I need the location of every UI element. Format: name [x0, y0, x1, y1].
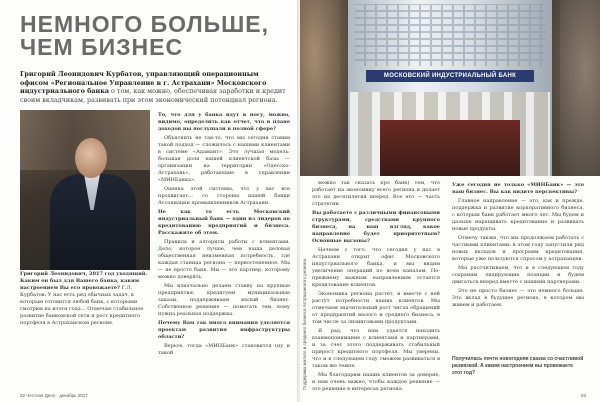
tree-right — [552, 0, 600, 176]
body-paragraph: Я рад, что нам удается находить взаимопонимание с клиентами и партнерами, и за счет этого поддерживать стабильный прирост кредитного портфеля. Мы уверены, что и в следующем году сможем развиваться в таком же темпе. — [312, 328, 440, 369]
body-paragraph: можно так сказать про банк) тем, что работает на экономику всего региона и делает это на десятилетия вперед. Все это — часть стратегии. — [312, 180, 440, 207]
pullquote: Получилась почти новогодняя сказка со счастливой развязкой. А каким настроением вы провожаете этот год? — [452, 356, 584, 376]
lead-paragraph — [20, 70, 288, 104]
headline: НЕМНОГО БОЛЬШЕ, ЧЕМ БИЗНЕС — [20, 11, 269, 60]
lead-rest: о том, как можно, обеспечивая заработки и кредит своим вкладчикам, развивать при этом экономический потенциал региона. — [20, 87, 286, 104]
column-3 — [452, 180, 584, 311]
portrait-photo — [20, 110, 150, 270]
question-subhead: Почему Вам так много внимания уделяется проектам развития инфраструктуры области? — [158, 320, 290, 340]
body-paragraph: Объяснить не так-то, что мы сегодня ставим такой подход — сложилось с нашими клиентами в системе «Адамант». Это лучшая модель: большая доля нашей клиентской базы — организации на территории «Одесско-Астрахань», работающие в управлении «МИНБанка». — [158, 135, 290, 183]
body-paragraph: Мы изначально делаем ставку на крупные предприятия, кредитуем муниципальные заказы, поддерживаем малый бизнес. Собственное решение — помогать тем, кому нужна реальная поддержка. — [158, 283, 290, 317]
photo-caption — [20, 271, 152, 327]
body-paragraph: Экономика региона растет, и вместе с ней растут потребности наших клиентов. Мы отмечаем значительный рост числа обращений от предприятий малого и среднего бизнеса, в том числе за лизинговыми продуктами. — [312, 291, 440, 325]
question-subhead: Вы работаете с различными финансовыми структурами, средствами крупного бизнеса, на ваш взгляд, какое направление будет приоритетным? Основные вызовы? — [312, 210, 440, 244]
question-subhead: Не как то есть Московский индустриальный банк — один из лидеров по кредитованию предприятий и бизнеса. Расскажите об этом. — [158, 209, 290, 236]
column-2 — [312, 180, 440, 395]
tree-left — [300, 0, 348, 176]
body-paragraph: Оценка этой системы, что у вас все продвигает… со стороны нашей банки Ассоциации промышленников Астрахани. — [158, 186, 290, 206]
caption-text: Г.Л. Курбатов: У нас есть ряд обычных задач, к которым готовится любой банк, с которыми смотрим на итоги года… Отмечаю стабильное развитие банковской сети и рост кредитного портфеля в Астраханском регионе. — [20, 285, 144, 326]
bank-photo — [300, 0, 600, 176]
lead-bold: Григорий Леонидович Курбатов, управляющий операционным офисом «Региональное Управление в г. Астрахани» Московского индустриального банка — [20, 70, 267, 96]
body-paragraph: Мы рассчитываем, что и в следующем году сохраним лидирующие позиции и будем двигаться вперед вместе с нашими партнерами. — [452, 265, 584, 285]
bank-windows — [355, 4, 545, 66]
caption-bold: Григорий Леонидович, 2017 год уходящий. Каким он был для Вашего банка, каким настроением Вы его провожаете? — [20, 271, 148, 291]
left-page — [0, 0, 298, 402]
body-paragraph: Мы благодарим наших клиентов за доверие, и нам очень важно, чтобы каждое решение — это решение в интересах региона. — [312, 372, 440, 392]
body-paragraph: Главное направление — это, как и прежде, поддержка и развитие корпоративного бизнеса, с которым банк работает много лет. Мы будем и дальше наращивать кредитование и развивать новые продукты. — [452, 198, 584, 232]
vertical-note: Поддержка малого и среднего бизнеса Астраханского региона — [302, 259, 307, 390]
question-subhead: То, что для у банка идут в ногу, можно, видимо, определить как отчет, что в плане доходов вы послушали в полной сфере? — [158, 112, 290, 132]
body-paragraph: Начнем с того, что сегодня у нас в Астрахани открыт офис Московского индустриального банка, и мы видим увеличение операций по всем каналам. По-прежнему важным направлением остается кредитование клиентов. — [312, 247, 440, 288]
question-subhead: Уже сегодня не только «МИНБанк» — это наш бизнес. Вы как видите перспективы? — [452, 182, 584, 195]
footer-right: 03 — [580, 393, 586, 398]
bank-facade — [380, 120, 520, 176]
column-1 — [158, 110, 290, 359]
bank-sign: МОСКОВСКИЙ ИНДУСТРИАЛЬНЫЙ БАНК — [366, 70, 534, 82]
body-paragraph: Правила и алгоритм работы с клиентами. Дело, которое лучше, чем наша деловая общественная неизменная потребность, где каждая станица региона — первостепенное. Мы — не просто банк. Мы — это партнер, которому можно доверять. — [158, 239, 290, 280]
body-paragraph: Отмечу также, что мы продолжаем работать с частными клиентами: в этом году запустили ряд новых вкладов и программ кредитования, которые уже пользуются спросом у астраханцев. — [452, 235, 584, 262]
body-paragraph: Верьте, тогда «МИНБанк» становится (ну и такой — [158, 343, 290, 356]
portrait-head — [75, 138, 107, 178]
body-paragraph: Это не просто бизнес — это немного больше. Это вклад в будущее региона, в котором мы живем и работаем. — [452, 288, 584, 308]
footer-left: 02 Честное Дело · декабрь 2017 — [20, 393, 88, 398]
